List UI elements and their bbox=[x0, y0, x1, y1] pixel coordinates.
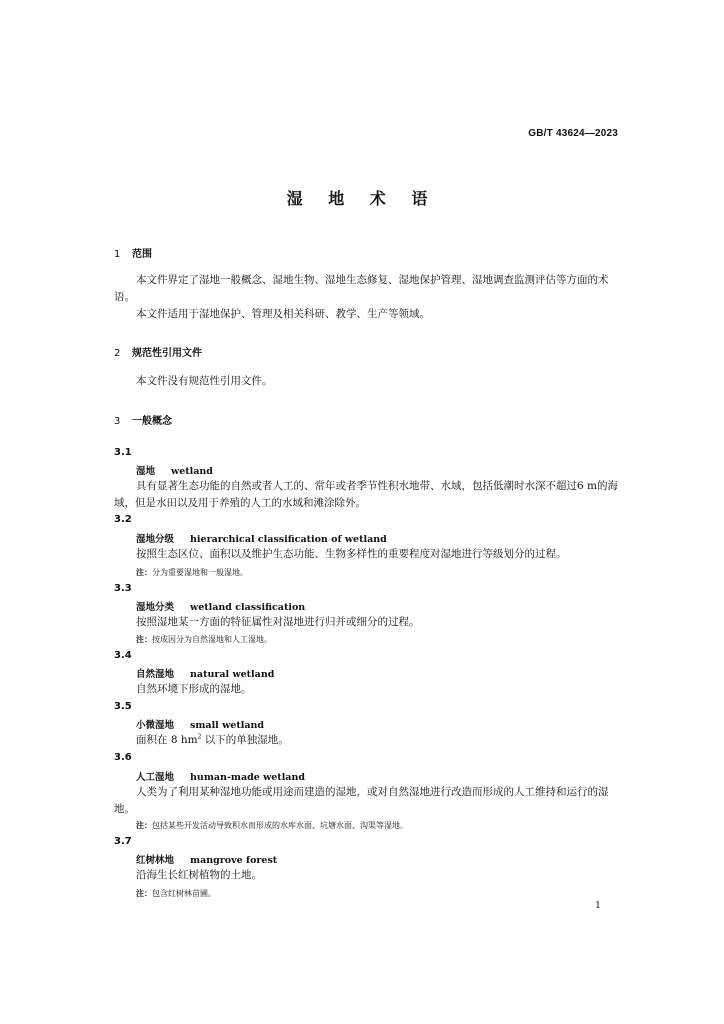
term-number: 3.3 bbox=[114, 583, 132, 594]
term-definition: 具有显著生态功能的自然或者人工的、常年或者季节性积水地带、水域，包括低潮时水深不超过6 m的海域，但是水田以及用于养殖的人工的水域和滩涂除外。 bbox=[114, 480, 618, 509]
term-chinese: 湿地 bbox=[136, 466, 156, 477]
term-note bbox=[136, 888, 216, 899]
term-heading bbox=[136, 769, 305, 783]
section-number: 3 bbox=[114, 416, 121, 427]
note-label: 注： bbox=[136, 568, 152, 577]
term-definition: 按照湿地某一方面的特征属性对湿地进行归并或细分的过程。 bbox=[136, 616, 420, 628]
superscript: 2 bbox=[197, 733, 202, 741]
term-note bbox=[136, 567, 248, 578]
term-english: hierarchical classification of wetland bbox=[190, 534, 387, 545]
scope-paragraph-1: 本文件界定了湿地一般概念、湿地生物、湿地生态修复、湿地保护管理、湿地调查监测评估等方面的术语。 bbox=[114, 274, 609, 303]
term-heading bbox=[136, 599, 305, 613]
standard-code: GB/T 43624—2023 bbox=[528, 128, 618, 139]
term-note bbox=[136, 634, 272, 645]
term-note bbox=[136, 820, 408, 831]
term-definition bbox=[114, 732, 622, 749]
note-text: 按成因分为自然湿地和人工湿地。 bbox=[152, 635, 272, 644]
page-number: 1 bbox=[595, 900, 602, 911]
term-number: 3.6 bbox=[114, 752, 132, 763]
term-chinese: 湿地分类 bbox=[136, 602, 175, 613]
definition-text: 面积在 8 hm bbox=[136, 734, 198, 746]
document-title: 湿 地 术 语 bbox=[286, 189, 438, 208]
term-english: wetland classification bbox=[190, 602, 306, 613]
term-number: 3.4 bbox=[114, 650, 132, 661]
section-title: 一般概念 bbox=[132, 416, 172, 427]
section-number: 2 bbox=[114, 348, 121, 359]
section-title: 范围 bbox=[132, 249, 152, 260]
term-chinese: 小微湿地 bbox=[136, 720, 175, 731]
term-english: mangrove forest bbox=[190, 855, 278, 866]
term-definition: 按照生态区位、面积以及维护生态功能、生物多样性的重要程度对湿地进行等级划分的过程。 bbox=[136, 548, 567, 560]
term-heading bbox=[136, 852, 277, 866]
term-chinese: 湿地分级 bbox=[136, 534, 175, 545]
term-chinese: 自然湿地 bbox=[136, 669, 175, 680]
term-number: 3.1 bbox=[114, 447, 132, 458]
term-number: 3.2 bbox=[114, 514, 132, 525]
term-heading bbox=[136, 717, 264, 731]
term-definition: 沿海生长红树植物的土地。 bbox=[136, 869, 262, 881]
term-english: natural wetland bbox=[190, 669, 275, 680]
section-heading-scope bbox=[114, 245, 152, 260]
term-number: 3.5 bbox=[114, 701, 132, 712]
definition-text-end: 以下的单独湿地。 bbox=[201, 734, 289, 746]
note-label: 注： bbox=[136, 821, 152, 830]
term-number: 3.7 bbox=[114, 836, 132, 847]
note-label: 注： bbox=[136, 635, 152, 644]
section-number: 1 bbox=[114, 249, 121, 260]
section-title: 规范性引用文件 bbox=[132, 348, 202, 359]
note-text: 包括某些开发活动导致积水而形成的水库水面、坑塘水面、沟渠等湿地。 bbox=[152, 821, 408, 830]
section-heading-normative-references bbox=[114, 344, 202, 359]
term-heading bbox=[136, 531, 387, 545]
note-text: 分为重要湿地和一般湿地。 bbox=[152, 568, 248, 577]
term-definition: 人类为了利用某种湿地功能或用途而建造的湿地，或对自然湿地进行改造而形成的人工维持和运行的湿地。 bbox=[114, 786, 609, 815]
scope-paragraph-2: 本文件适用于湿地保护、管理及相关科研、教学、生产等领域。 bbox=[136, 308, 430, 320]
term-english: small wetland bbox=[190, 720, 265, 731]
term-chinese: 人工湿地 bbox=[136, 772, 175, 783]
term-english: wetland bbox=[171, 466, 213, 477]
note-text: 包含红树林苗圃。 bbox=[152, 889, 216, 898]
term-heading bbox=[136, 463, 213, 477]
term-chinese: 红树林地 bbox=[136, 855, 175, 866]
note-label: 注： bbox=[136, 889, 152, 898]
term-english: human-made wetland bbox=[190, 772, 306, 783]
term-definition: 自然环境下形成的湿地。 bbox=[136, 683, 252, 695]
normative-references-paragraph: 本文件没有规范性引用文件。 bbox=[136, 375, 273, 387]
section-heading-general-concepts bbox=[114, 412, 172, 427]
term-heading bbox=[136, 666, 274, 680]
